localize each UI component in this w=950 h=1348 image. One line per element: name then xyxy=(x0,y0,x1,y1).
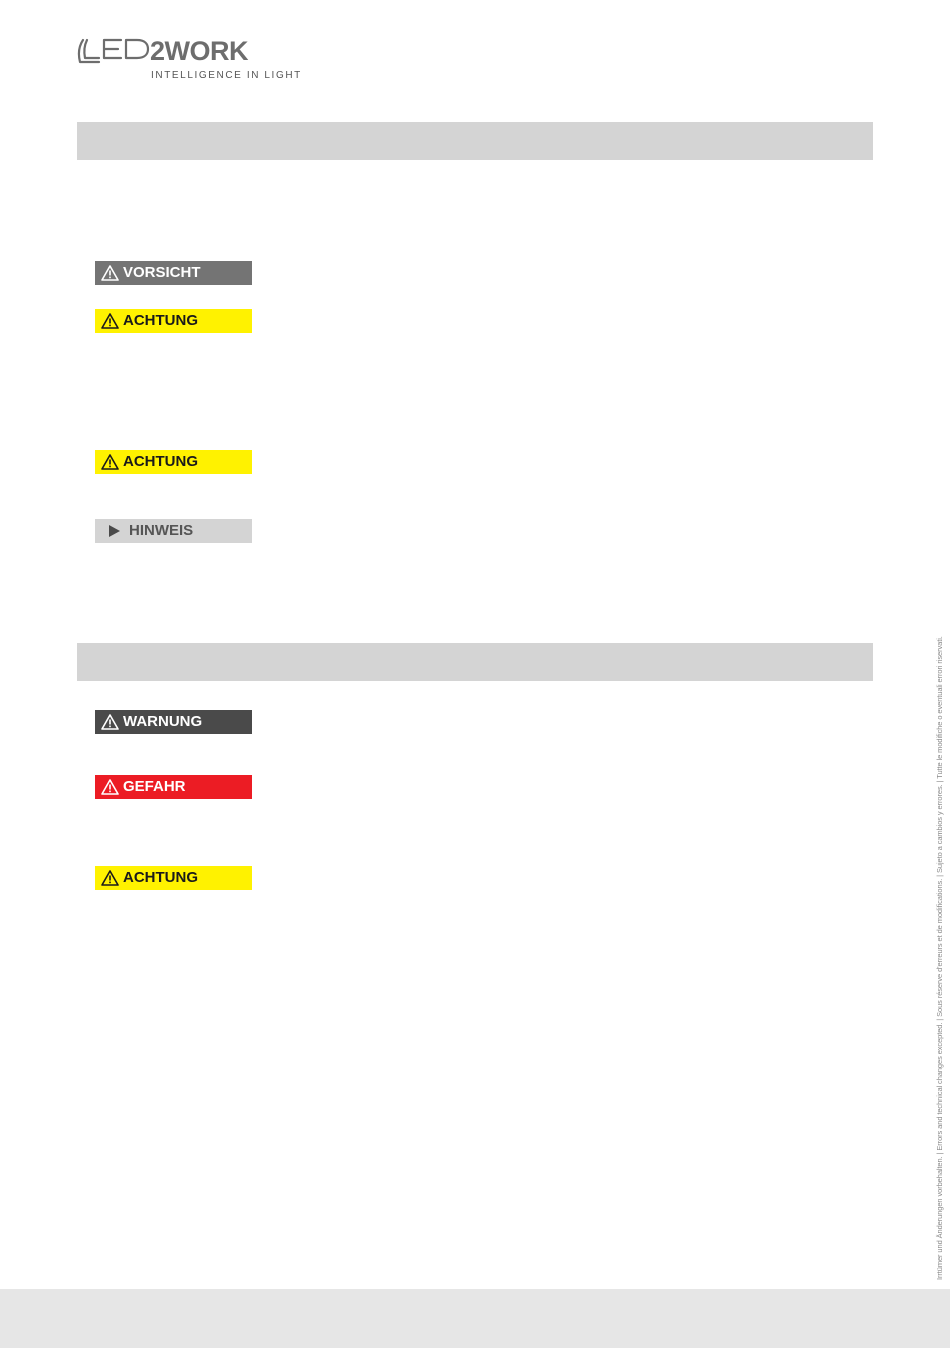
warning-triangle-icon xyxy=(101,869,119,887)
play-arrow-icon xyxy=(105,522,123,540)
badge-label: ACHTUNG xyxy=(123,869,198,886)
badge-label: WARNUNG xyxy=(123,713,203,730)
led2work-logo-icon xyxy=(77,36,307,68)
badge-label: GEFAHR xyxy=(123,778,186,795)
achtung-badge xyxy=(95,309,252,333)
achtung-badge xyxy=(95,866,252,890)
warning-triangle-icon xyxy=(101,264,119,282)
hinweis-badge xyxy=(95,519,252,543)
warning-triangle-icon xyxy=(101,778,119,796)
achtung-badge xyxy=(95,450,252,474)
logo-wordmark: 2WORK xyxy=(150,36,248,66)
badge-label: HINWEIS xyxy=(129,522,194,539)
warning-triangle-icon xyxy=(101,453,119,471)
logo-tagline: INTELLIGENCE IN LIGHT xyxy=(151,70,302,81)
warning-triangle-icon xyxy=(101,312,119,330)
legal-disclaimer: Irrtümer und Änderungen vorbehalten. | Errors and technical changes excepted. | Sous réserve d'erreurs et de modifications. | Sujeto a cambios y errores. | Tutte le modifiche o eventuali errori riservati. xyxy=(935,636,944,1280)
badge-label: VORSICHT xyxy=(123,264,201,281)
vorsicht-badge xyxy=(95,261,252,285)
footer-band xyxy=(0,1289,950,1348)
gefahr-badge xyxy=(95,775,252,799)
badge-label: ACHTUNG xyxy=(123,312,198,329)
section-header-bar xyxy=(77,122,873,160)
badge-label: ACHTUNG xyxy=(123,453,198,470)
warning-triangle-icon xyxy=(101,713,119,731)
warnung-badge xyxy=(95,710,252,734)
section-header-bar xyxy=(77,643,873,681)
brand-logo xyxy=(77,36,307,86)
